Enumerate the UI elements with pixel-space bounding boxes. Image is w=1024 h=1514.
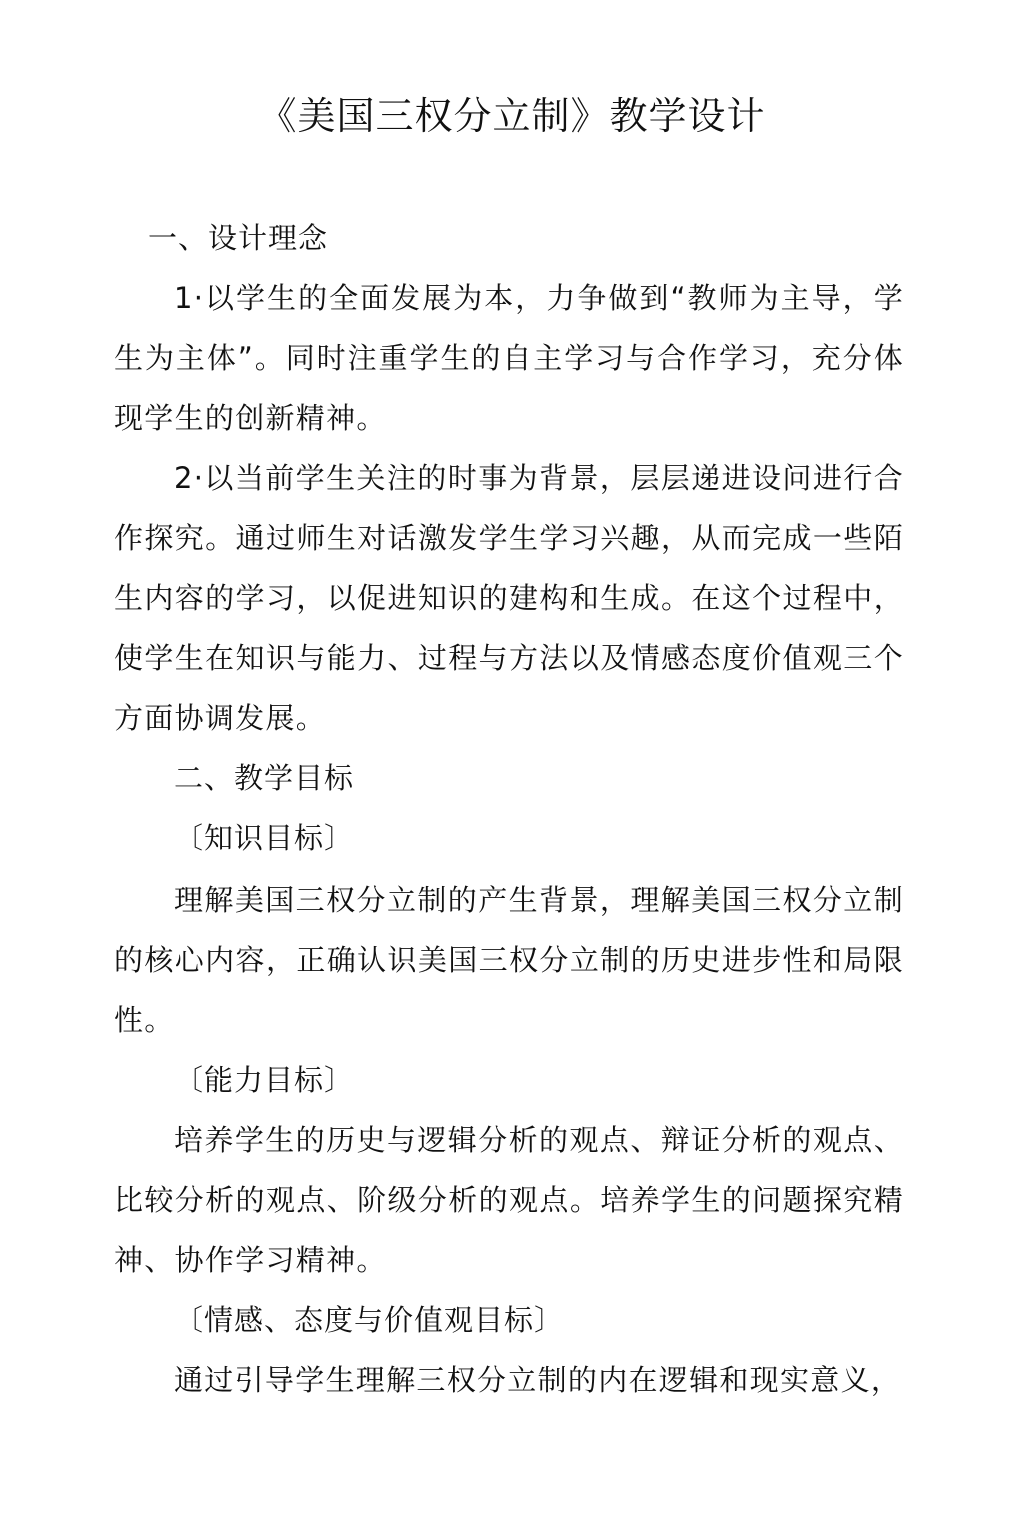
paragraph-knowledge-goals: 理解美国三权分立制的产生背景，理解美国三权分立制的核心内容，正确认识美国三权分立制的历史进步性和局限性。: [114, 883, 904, 1037]
paragraph-ability-goals: 培养学生的历史与逻辑分析的观点、辩证分析的观点、比较分析的观点、阶级分析的观点。培养学生的问题探究精神、协作学习精神。: [114, 1123, 904, 1277]
section-heading-teaching-goals: 二、教学目标: [174, 761, 355, 795]
section-heading-design-concept: 一、设计理念: [148, 221, 329, 255]
paragraph-item-2: 2·以当前学生关注的时事为背景，层层递进设问进行合作探究。通过师生对话激发学生学习兴趣，从而完成一些陌生内容的学习，以促进知识的建构和生成。在这个过程中，使学生在知识与能力、过程与方法以及情感态度价值观三个方面协调发展。: [114, 461, 904, 735]
paragraph-item-1: 1·以学生的全面发展为本，力争做到“教师为主导，学生为主体”。同时注重学生的自主学习与合作学习，充分体现学生的创新精神。: [114, 281, 904, 435]
subheading-emotion-goals: 〔情感、态度与价值观目标〕: [174, 1303, 565, 1337]
paragraph-emotion-goals: 通过引导学生理解三权分立制的内在逻辑和现实意义，: [174, 1363, 902, 1397]
subheading-ability-goals: 〔能力目标〕: [174, 1063, 355, 1097]
subheading-knowledge-goals: 〔知识目标〕: [174, 821, 355, 855]
page-title: 《美国三权分立制》教学设计: [258, 94, 766, 138]
